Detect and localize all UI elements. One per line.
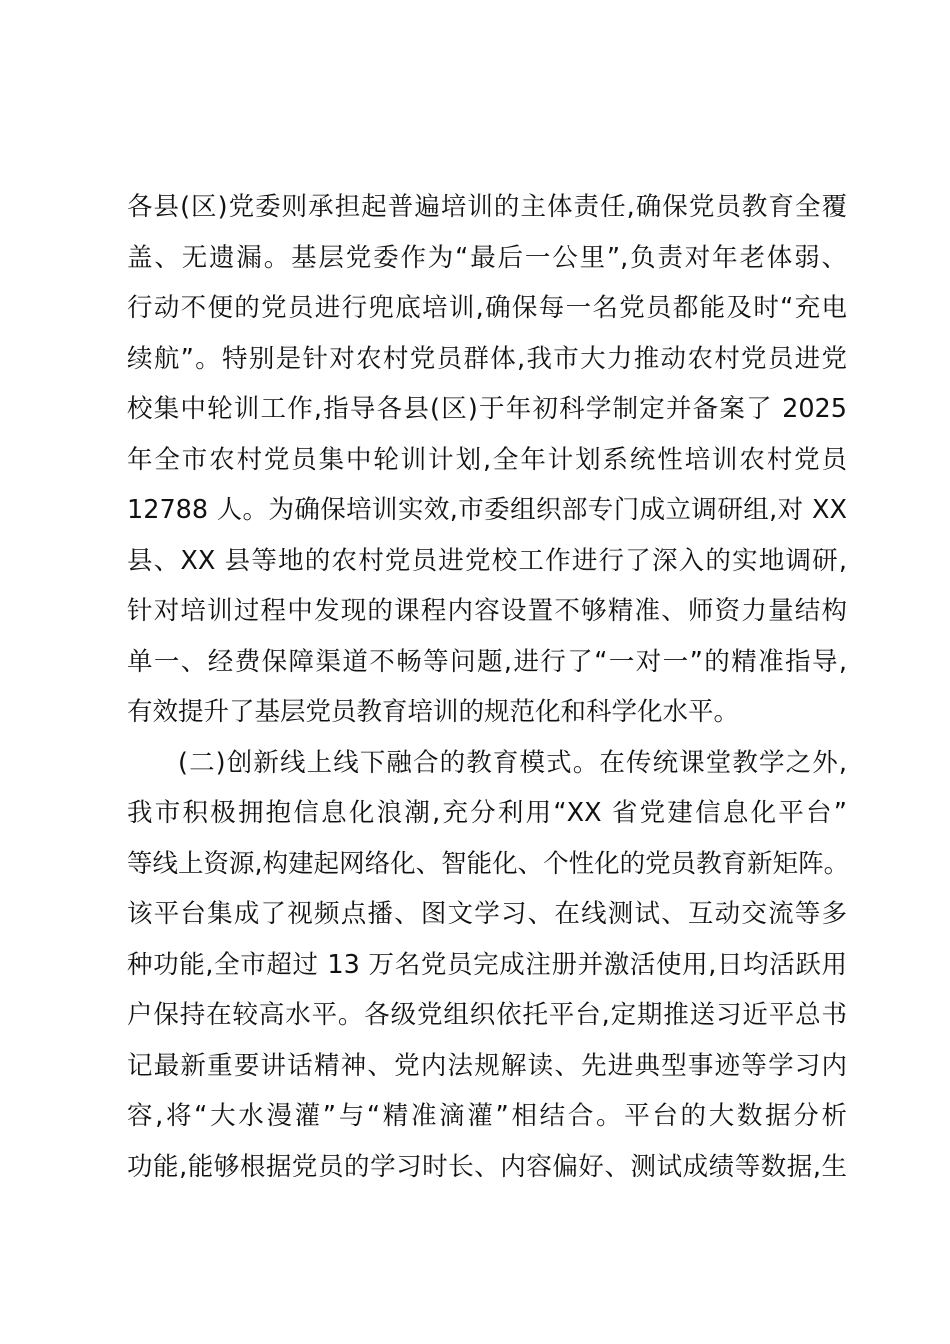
body-text [127, 182, 850, 1192]
text-line: 校集中轮训工作,指导各县(区)于年初科学制定并备案了 2025 [127, 394, 847, 424]
text-line: 功能,能够根据党员的学习时长、内容偏好、测试成绩等数据,生 [127, 1151, 847, 1182]
text-line: 我市积极拥抱信息化浪潮,充分利用“XX 省党建信息化平台” [127, 798, 847, 828]
text-line: 种功能,全市超过 13 万名党员完成注册并激活使用,日均活跃用 [127, 949, 847, 980]
text-line: 针对培训过程中发现的课程内容设置不够精准、师资力量结构 [127, 596, 847, 626]
paragraph-2 [127, 738, 850, 1193]
text-line: 户保持在较高水平。各级党组织依托平台,定期推送习近平总书 [127, 1000, 847, 1030]
text-line: 行动不便的党员进行兜底培训,确保每一名党员都能及时“充电 [127, 293, 847, 323]
text-line: 县、XX 县等地的农村党员进党校工作进行了深入的实地调研, [127, 545, 847, 576]
text-line: 有效提升了基层党员教育培训的规范化和科学化水平。 [127, 697, 740, 727]
text-line: 等线上资源,构建起网络化、智能化、个性化的党员教育新矩阵。 [127, 848, 850, 879]
text-line: 单一、经费保障渠道不畅等问题,进行了“一对一”的精准指导, [127, 646, 847, 677]
text-line: 记最新重要讲话精神、党内法规解读、先进典型事迹等学习内 [127, 1050, 847, 1081]
text-line: 年全市农村党员集中轮训计划,全年计划系统性培训农村党员 [127, 444, 847, 475]
text-line: 各县(区)党委则承担起普遍培训的主体责任,确保党员教育全覆 [127, 192, 847, 222]
text-line-indented: (二)创新线上线下融合的教育模式。在传统课堂教学之外, [178, 747, 847, 778]
text-line: 续航”。特别是针对农村党员群体,我市大力推动农村党员进党 [127, 343, 847, 374]
text-line: 容,将“大水漫灌”与“精准滴灌”相结合。平台的大数据分析 [127, 1101, 847, 1131]
text-line: 该平台集成了视频点播、图文学习、在线测试、互动交流等多 [127, 899, 847, 929]
paragraph-1 [127, 182, 847, 738]
text-line: 12788 人。为确保培训实效,市委组织部专门成立调研组,对 XX [127, 495, 847, 525]
text-line: 盖、无遗漏。基层党委作为“最后一公里”,负责对年老体弱、 [127, 242, 847, 273]
